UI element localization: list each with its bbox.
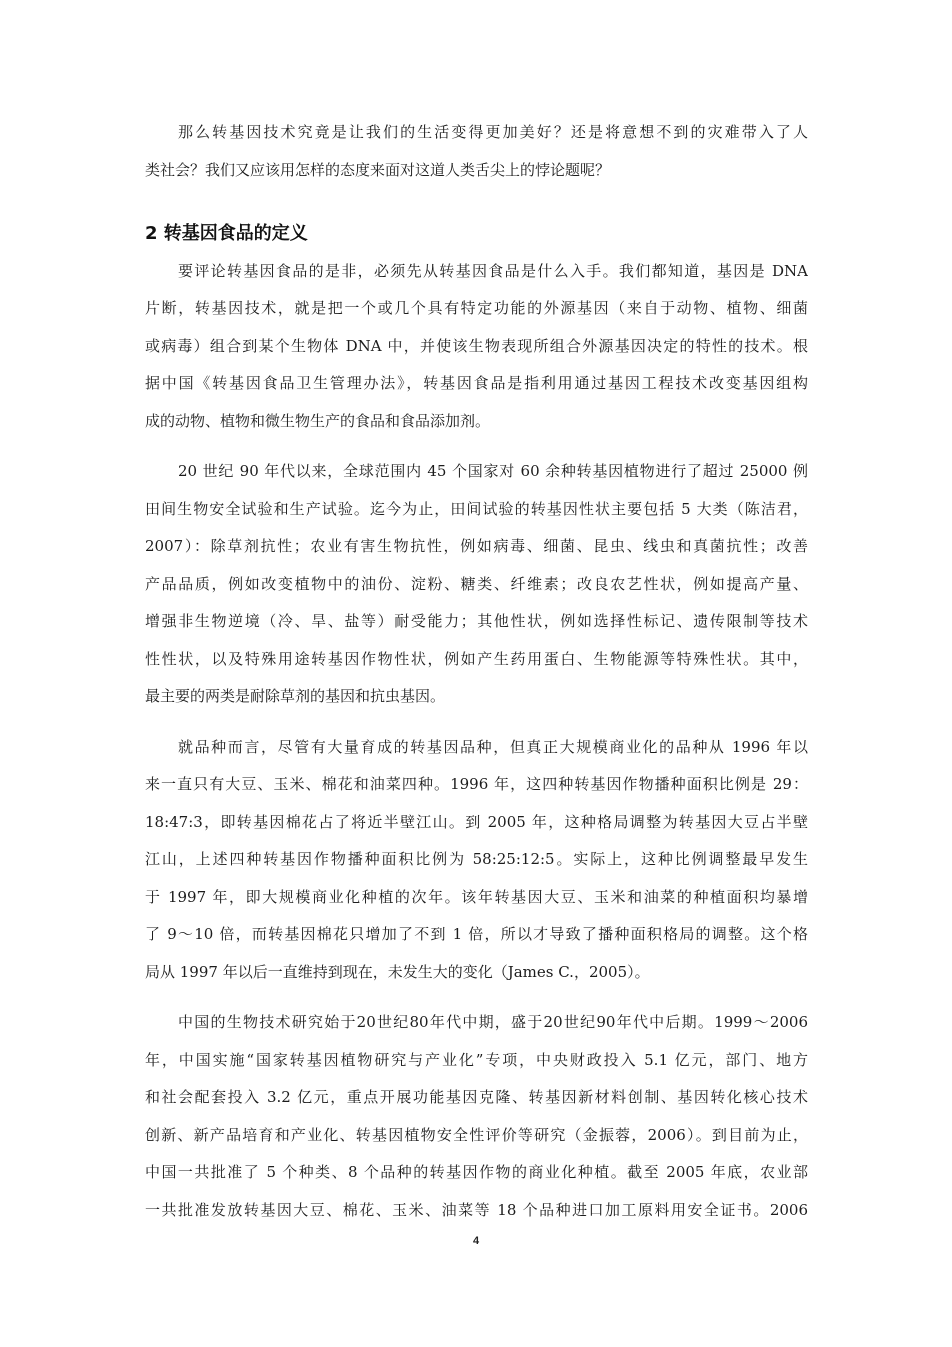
text-line: 类社会？我们又应该用怎样的态度来面对这道人类舌尖上的悖论题呢？ [145, 160, 611, 179]
text-line: 成的动物、植物和微生物生产的食品和食品添加剂。 [145, 411, 491, 430]
text-line: 那么转基因技术究竟是让我们的生活变得更加美好？还是将意想不到的灾难带入了人 [178, 123, 808, 141]
text-line: 局从 1997 年以后一直维持到现在，未发生大的变化（James C.，2005）。 [145, 962, 650, 981]
text-line: 中国的生物技术研究始于20世纪80年代中期，盛于20世纪90年代中后期。1999～2006 [178, 1013, 808, 1031]
paragraph-field-trials [145, 453, 808, 716]
text-line: 最主要的两类是耐除草剂的基因和抗虫基因。 [145, 687, 446, 705]
text-line: 就品种而言，尽管有大量育成的转基因品种，但真正大规模商业化的品种从 1996 年以 [178, 737, 808, 756]
text-line: 产品品质，例如改变植物中的油份、淀粉、糖类、纤维素；改良农艺性状，例如提高产量、 [145, 574, 808, 593]
paragraph-china [145, 1004, 808, 1229]
text-line: 创新、新产品培育和产业化、转基因植物安全性评价等研究（金振蓉，2006）。到目前为止， [145, 1125, 808, 1144]
text-line: 了 9～10 倍，而转基因棉花只增加了不到 1 倍，所以才导致了播种面积格局的调整。这个格 [145, 925, 808, 943]
text-line: 一共批准发放转基因大豆、棉花、玉米、油菜等 18 个品种进口加工原料用安全证书。2006 [145, 1200, 808, 1219]
page-number: 4 [472, 1235, 480, 1247]
text-line: 要评论转基因食品的是非，必须先从转基因食品是什么入手。我们都知道，基因是 DNA [178, 261, 808, 280]
text-line: 20 世纪 90 年代以来，全球范围内 45 个国家对 60 余种转基因植物进行了超过 25000 例 [178, 462, 808, 480]
text-line: 田间生物安全试验和生产试验。迄今为止，田间试验的转基因性状主要包括 5 大类（陈洁君， [145, 499, 808, 518]
paragraph-varieties [145, 729, 808, 992]
section-heading: 2 转基因食品的定义 [145, 223, 308, 244]
paragraph-definition [145, 253, 808, 441]
text-line: 增强非生物逆境（冷、旱、盐等）耐受能力；其他性状，例如选择性标记、遗传限制等技术 [145, 612, 808, 630]
text-line: 于 1997 年，即大规模商业化种植的次年。该年转基因大豆、玉米和油菜的种植面积均暴增 [145, 887, 808, 906]
text-line: 中国一共批准了 5 个种类、8 个品种的转基因作物的商业化种植。截至 2005 年底，农业部 [145, 1163, 808, 1181]
text-line: 据中国《转基因食品卫生管理办法》，转基因食品是指利用通过基因工程技术改变基因组构 [145, 374, 808, 392]
paragraph-intro [145, 114, 808, 189]
text-line: 性性状，以及特殊用途转基因作物性状，例如产生药用蛋白、生物能源等特殊性状。其中， [145, 649, 808, 668]
page-body [145, 114, 808, 1242]
text-line: 18:47:3，即转基因棉花占了将近半壁江山。到 2005 年，这种格局调整为转基因大豆占半壁 [145, 812, 808, 831]
text-line: 片断，转基因技术，就是把一个或几个具有特定功能的外源基因（来自于动物、植物、细菌 [145, 299, 808, 317]
text-line: 2007）：除草剂抗性；农业有害生物抗性，例如病毒、细菌、昆虫、线虫和真菌抗性；改善 [145, 537, 808, 555]
text-line: 江山，上述四种转基因作物播种面积比例为 58:25:12:5。实际上，这种比例调整最早发生 [145, 850, 808, 868]
text-line: 或病毒）组合到某个生物体 DNA 中，并使该生物表现所组合外源基因决定的特性的技术。根 [145, 336, 808, 355]
text-line: 来一直只有大豆、玉米、棉花和油菜四种。1996 年，这四种转基因作物播种面积比例是 29： [145, 775, 808, 793]
text-line: 年，中国实施“国家转基因植物研究与产业化”专项，中央财政投入 5.1 亿元，部门、地方 [145, 1050, 808, 1069]
text-line: 和社会配套投入 3.2 亿元，重点开展功能基因克隆、转基因新材料创制、基因转化核心技术 [145, 1088, 808, 1106]
